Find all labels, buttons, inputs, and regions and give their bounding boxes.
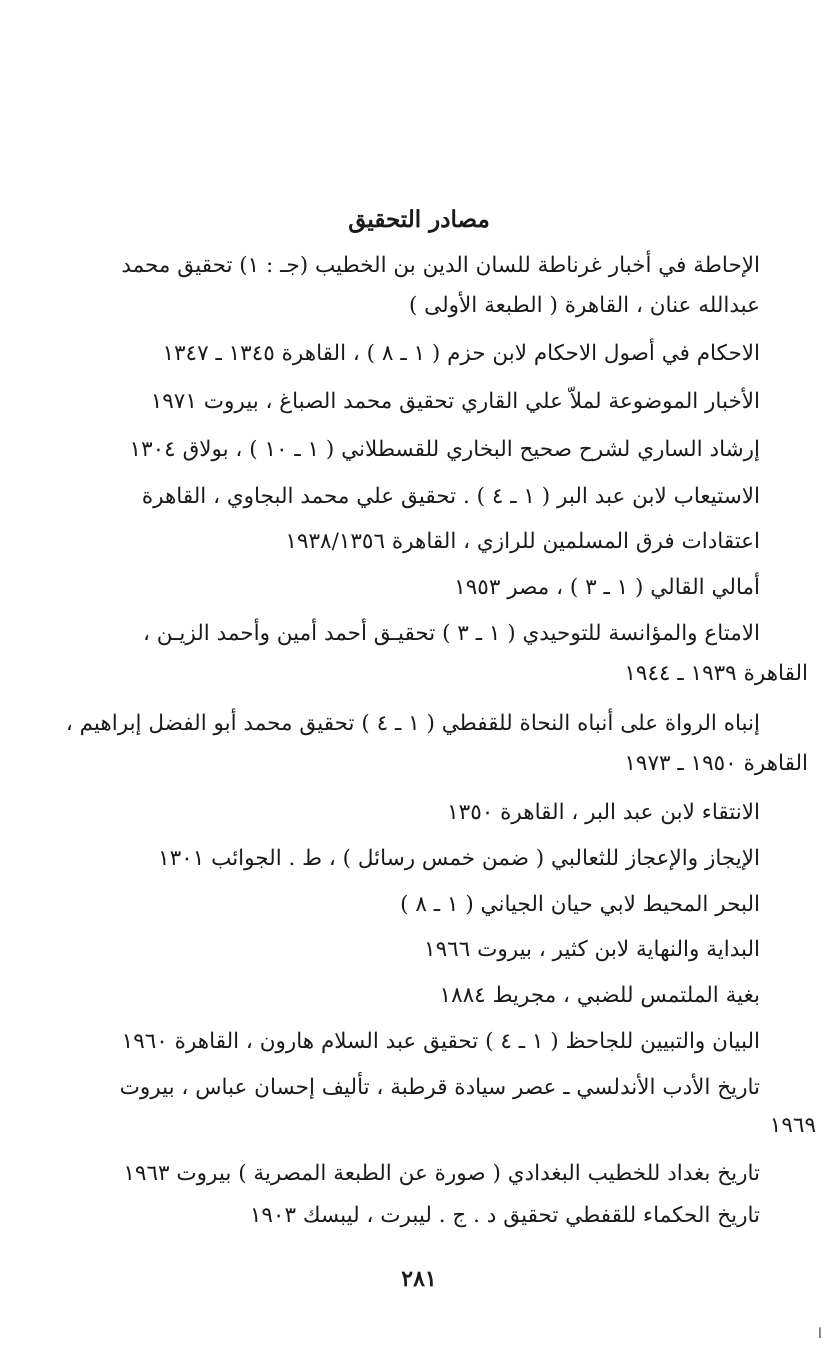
bibliography-line: عبدالله عنان ، القاهرة ( الطبعة الأولى ) bbox=[408, 293, 760, 318]
bibliography-line: الإيجاز والإعجاز للثعالبي ( ضمن خمس رسائل ) ، ط . الجوائب ١٣٠١ bbox=[158, 846, 760, 871]
page-number: ٢٨١ bbox=[401, 1266, 437, 1292]
bibliography-line: الأخبار الموضوعة لملاّ علي القاري تحقيق محمد الصباغ ، بيروت ١٩٧١ bbox=[150, 389, 760, 414]
bibliography-line: البيان والتبيين للجاحظ ( ١ ـ ٤ ) تحقيق عبد السلام هارون ، القاهرة ١٩٦٠ bbox=[121, 1029, 760, 1054]
bibliography-line: إنباه الرواة على أنباه النحاة للقفطي ( ١ ـ ٤ ) تحقيق محمد أبو الفضل إبراهيم ، bbox=[65, 711, 760, 736]
bibliography-line: البداية والنهاية لابن كثير ، بيروت ١٩٦٦ bbox=[424, 937, 760, 962]
bibliography-line: الانتقاء لابن عبد البر ، القاهرة ١٣٥٠ bbox=[447, 800, 760, 825]
bibliography-line: البحر المحيط لابي حيان الجياني ( ١ ـ ٨ ) bbox=[400, 892, 760, 917]
bibliography-line: الامتاع والمؤانسة للتوحيدي ( ١ ـ ٣ ) تحقيـق أحمد أمين وأحمد الزيـن ، bbox=[142, 621, 760, 646]
bibliography-line: اعتقادات فرق المسلمين للرازي ، القاهرة ١٩٣٨/١٣٥٦ bbox=[285, 529, 760, 554]
bibliography-line: الاستيعاب لابن عبد البر ( ١ ـ ٤ ) . تحقيق علي محمد البجاوي ، القاهرة bbox=[141, 484, 760, 509]
edge-mark: ا bbox=[818, 1326, 822, 1342]
bibliography-line: الاحكام في أصول الاحكام لابن حزم ( ١ ـ ٨ ) ، القاهرة ١٣٤٥ ـ ١٣٤٧ bbox=[162, 341, 760, 366]
bibliography-line: إرشاد الساري لشرح صحيح البخاري للقسطلاني ( ١ ـ ١٠ ) ، بولاق ١٣٠٤ bbox=[129, 437, 760, 462]
bibliography-line: تاريخ بغداد للخطيب البغدادي ( صورة عن الطبعة المصرية ) بيروت ١٩٦٣ bbox=[123, 1161, 760, 1186]
bibliography-line: تاريخ الحكماء للقفطي تحقيق د . ج . ليبرت ، ليبسك ١٩٠٣ bbox=[249, 1203, 760, 1228]
bibliography-line: القاهرة ١٩٣٩ ـ ١٩٤٤ bbox=[624, 661, 808, 686]
bibliography-line: بغية الملتمس للضبي ، مجريط ١٨٨٤ bbox=[439, 983, 760, 1008]
bibliography-line: القاهرة ١٩٥٠ ـ ١٩٧٣ bbox=[624, 751, 808, 776]
bibliography-line: ١٩٦٩ bbox=[769, 1113, 816, 1138]
bibliography-line: تاريخ الأدب الأندلسي ـ عصر سيادة قرطبة ، تأليف إحسان عباس ، بيروت bbox=[119, 1075, 760, 1100]
page-title: مصادر التحقيق bbox=[348, 206, 490, 233]
bibliography-line: الإحاطة في أخبار غرناطة للسان الدين بن الخطيب (جـ : ١) تحقيق محمد bbox=[121, 253, 760, 278]
bibliography-line: أمالي القالي ( ١ ـ ٣ ) ، مصر ١٩٥٣ bbox=[454, 575, 760, 600]
